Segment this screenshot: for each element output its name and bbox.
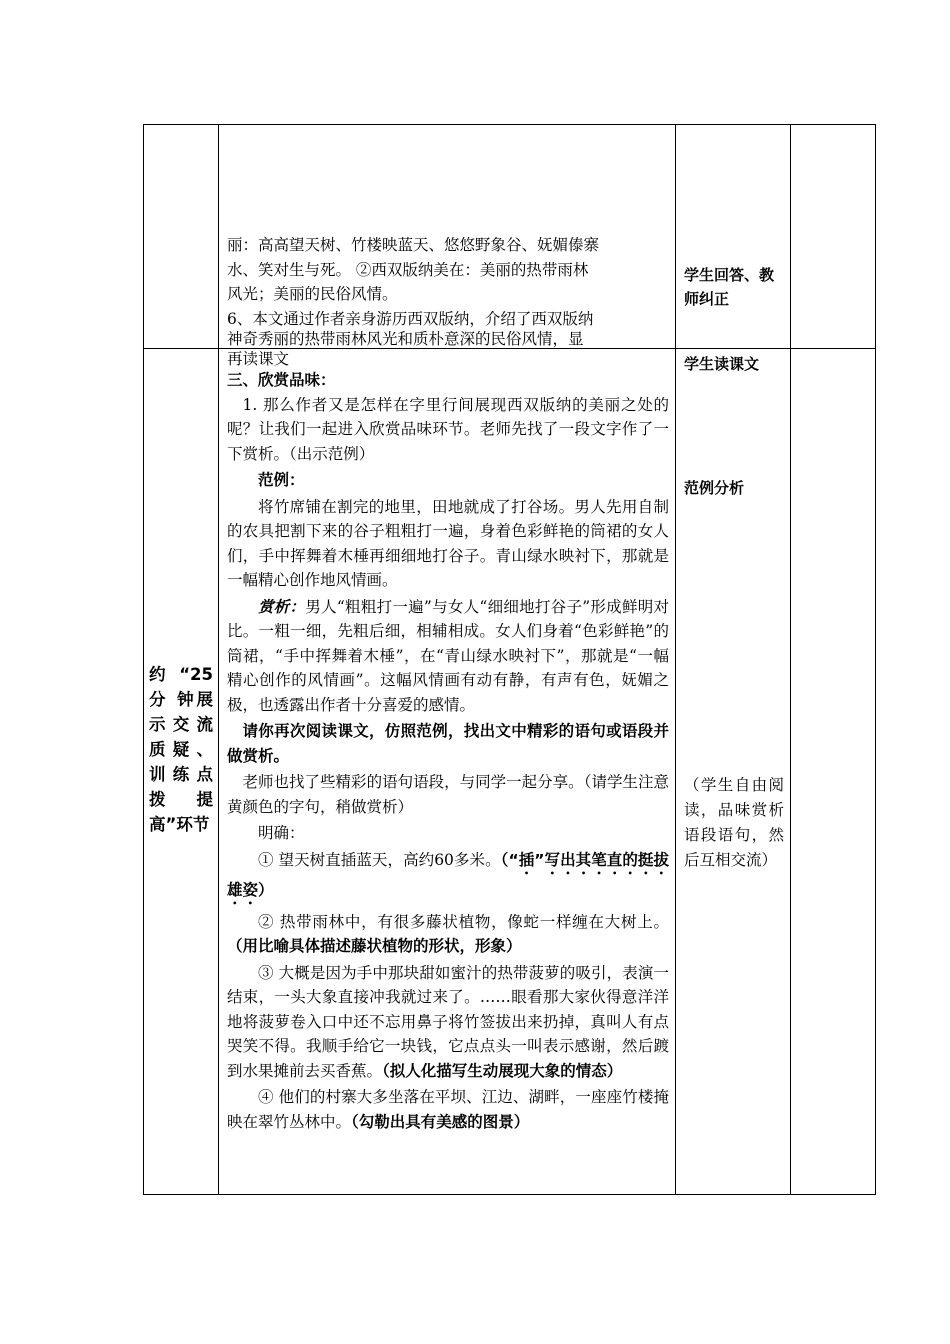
- example-item-2: [227, 910, 669, 959]
- table-border-left: [143, 124, 144, 1195]
- top-row-line-4: 6、本文通过作者亲身游历西双版纳，介绍了西双版纳: [227, 309, 594, 328]
- table-col-divider-3: [790, 124, 791, 1195]
- example-item-1: [227, 848, 669, 908]
- stage-label: 约“25分 钟展示交流 质疑、训练点拨提高”环节: [149, 665, 213, 834]
- table-col-divider-1: [218, 124, 219, 1195]
- clarify-label: 明确：: [258, 824, 305, 842]
- example-item-4: [227, 1085, 669, 1134]
- item-3-text: ③ 大概是因为手中那块甜如蜜汁的热带菠萝的吸引，表演一结束，一头大象直接冲我就过来了。……眼看那大家伙得意洋洋地将菠萝卷入口中还不忘用鼻子将竹签拔出来扔掉，真叫人有点哭笑不得。我顺手给它一块钱，它点点头一叫表示感谢，然后踱到水果摊前去买香蕉。: [227, 963, 669, 1080]
- item-2-text: ② 热带雨林中，有很多藤状植物，像蛇一样缠在大树上。: [258, 912, 669, 931]
- item-1-text: ① 望天树直插蓝天，高约60多米。: [258, 850, 501, 869]
- analysis-paragraph: [227, 595, 669, 718]
- table-border-top: [143, 124, 876, 125]
- top-row-line-1: 丽：高高望天树、竹楼映蓝天、悠悠野象谷、妩媚傣寨: [227, 236, 600, 254]
- item-4-text: ④ 他们的村寨大多坐落在平坝、江边、湖畔，一座座竹楼掩映在翠竹丛林中。: [227, 1088, 669, 1131]
- item-2-note: （用比喻具体描述藤状植物的形状，形象）: [227, 937, 522, 955]
- section-heading: 三、欣赏品味：: [227, 371, 336, 389]
- example-text: 将竹席铺在割完的地里，田地就成了打谷场。男人先用自制的农具把割下来的谷子粗粗打一遍，身着色彩鲜艳的筒裙的女人们，手中挥舞着木棰再细细地打谷子。青山绿水映衬下，那就是一幅精心创作地风情画。: [227, 497, 669, 589]
- top-row-line-5: 神奇秀丽的热带雨林风光和质朴意深的民俗风情，显: [227, 330, 584, 348]
- analysis-label: 赏析：: [258, 597, 306, 616]
- activity-free-reading: （学生自由阅读，品味赏析语段语句，然后互相交流）: [684, 776, 784, 869]
- item-3-note: （拟人化描写生动展现大象的情态）: [382, 1061, 623, 1080]
- top-row-line-3: 风光；美丽的民俗风情。: [227, 285, 398, 303]
- table-border-right: [875, 124, 876, 1195]
- reread-heading: 再读课文: [227, 350, 290, 368]
- top-row-content: [227, 233, 669, 355]
- item-4-note: （勾勒出具有美感的图景）: [351, 1112, 530, 1131]
- main-row-content: [227, 352, 669, 1134]
- example-label: 范例：: [258, 471, 305, 489]
- top-row-line-2: 水、笑对生与死。 ②西双版纳美在：美丽的热带雨林: [227, 260, 589, 279]
- question-1: 1. 那么作者又是怎样在字里行间展现西双版纳的美丽之处的呢？让我们一起进入欣赏品味环节。老师先找了一段文字作了一下赏析。（出示范例）: [227, 395, 669, 463]
- analysis-text: 男人“粗粗打一遍”与女人“细细地打谷子”形成鲜明对比。一粗一细，先粗后细，相辅相成。女人们身着“色彩鲜艳”的筒裙，“手中挥舞着木棰”，在“青山绿水映衬下”，那就是“一幅精心创作的风情画”。这幅风情画有动有静，有声有色，妩媚之极，也透露出作者十分喜爱的感情。: [227, 597, 669, 714]
- activity-example: 范例分析: [684, 479, 745, 497]
- reading-task: 请你再次阅读课文，仿照范例，找出文中精彩的语句或语段并做赏析。: [227, 722, 669, 765]
- table-col-divider-2: [675, 124, 676, 1195]
- table-border-bottom: [143, 1194, 876, 1195]
- item-1-note: （“插”写出其笔直的挺拔雄姿）: [227, 850, 669, 899]
- example-item-3: [227, 961, 669, 1084]
- teacher-share: 老师也找了些精彩的语句语段，与同学一起分享。（请学生注意黄颜色的字句，稍做赏析）: [227, 773, 669, 816]
- top-row-student-activity: 学生回答、教师纠正: [684, 266, 775, 308]
- activity-read: 学生读课文: [684, 355, 760, 373]
